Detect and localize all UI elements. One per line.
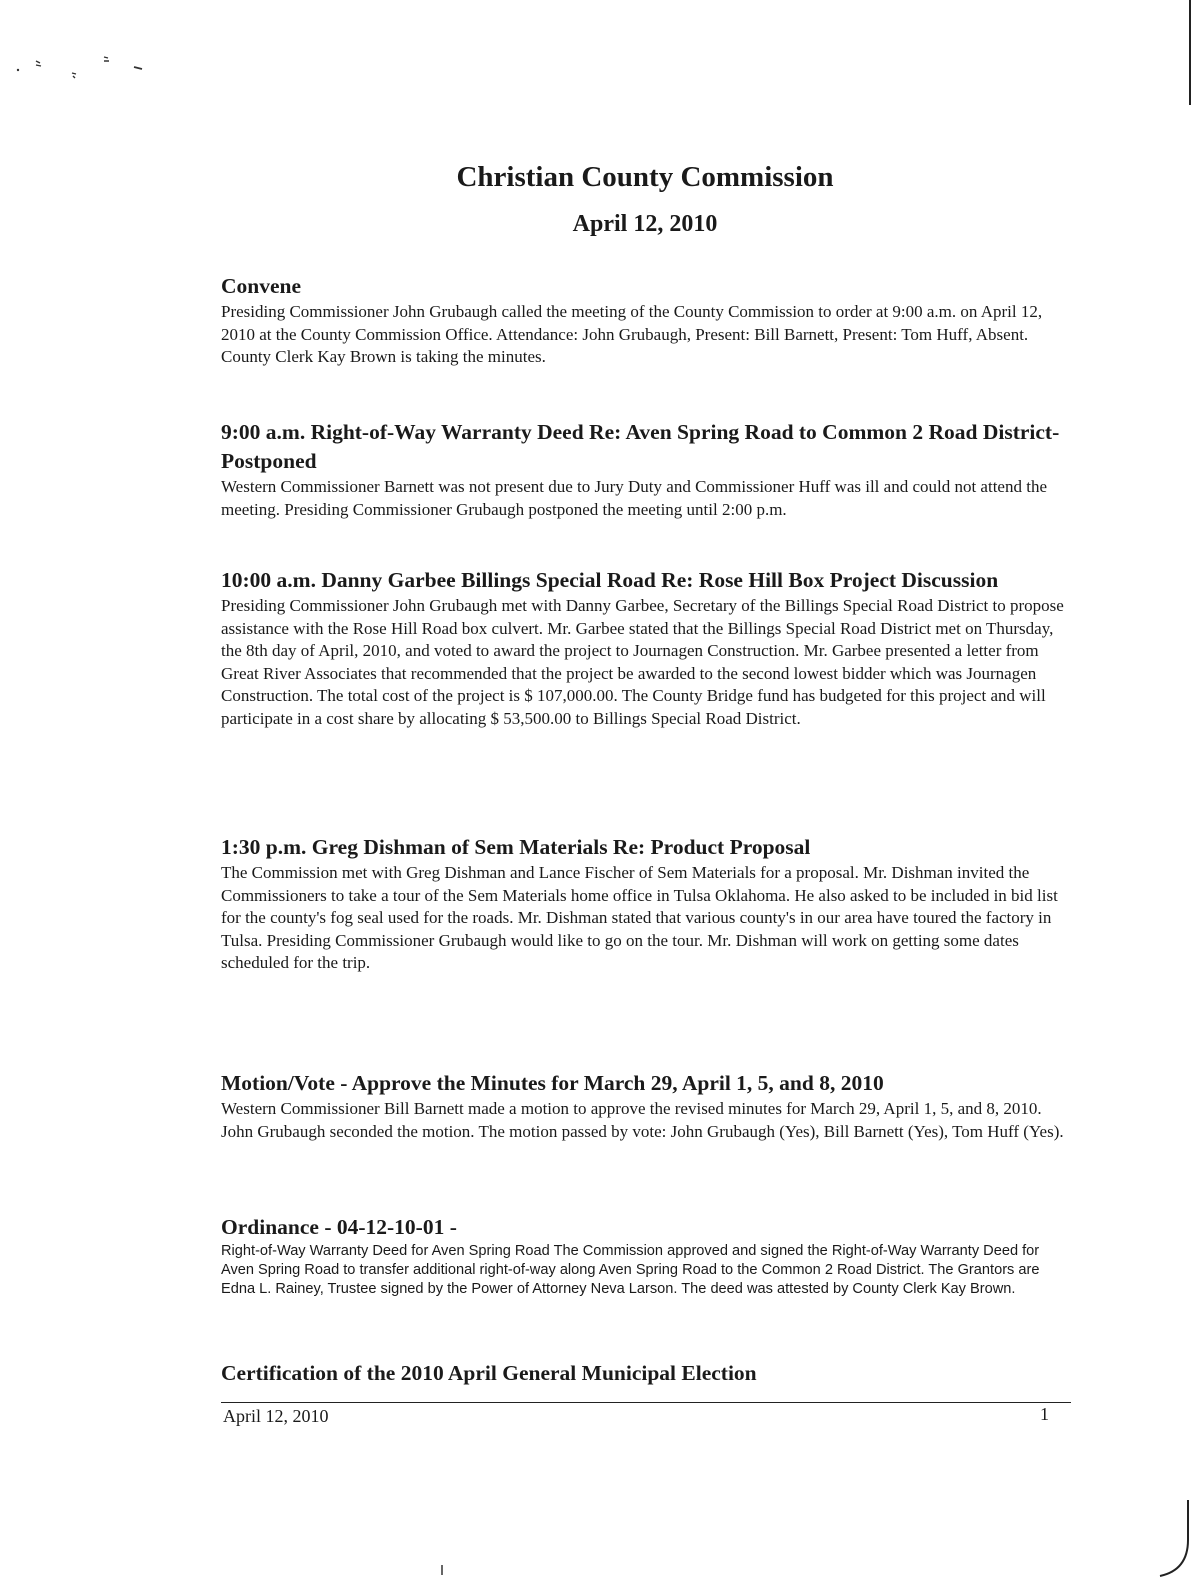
section-body: The Commission met with Greg Dishman and Lance Fischer of Sem Materials for a proposal. Mr. Dishman invited the Commissioners to take a tour of the Sem Materials home office in Tulsa Oklahoma. He also asked to be included in bid list for the county's fog seal used for the roads. Mr. Dishman stated that various county's in our area have toured the factory in Tulsa. Presiding Commissioner Grubaugh would like to go on the tour. Mr. Dishman will work on getting some dates scheduled for the trip.: [221, 863, 1058, 973]
section-heading: Motion/Vote - Approve the Minutes for March 29, April 1, 5, and 8, 2010: [221, 1071, 884, 1095]
section-body: Western Commissioner Barnett was not present due to Jury Duty and Commissioner Huff was ill and could not attend the meeting. Presiding Commissioner Grubaugh postponed the meeting until 2:00 p.m.: [221, 477, 1047, 519]
section-heading: 10:00 a.m. Danny Garbee Billings Special Road Re: Rose Hill Box Project Discussion: [221, 568, 999, 592]
section-body: Western Commissioner Bill Barnett made a motion to approve the revised minutes for March 29, April 1, 5, and 8, 2010. John Grubaugh seconded the motion. The motion passed by vote: John Grubaugh (Yes), Bill Barnett (Yes), Tom Huff (Yes).: [221, 1099, 1064, 1141]
section-convene: [221, 272, 1071, 369]
document-title: Christian County Commission: [456, 161, 834, 193]
section-one-thirty-pm: [221, 833, 1071, 975]
section-nine-am: [221, 418, 1071, 521]
section-ten-am: [221, 566, 1071, 731]
section-motion-vote: [221, 1069, 1071, 1143]
scan-mark: [440, 1565, 444, 1575]
section-certification: [221, 1359, 1071, 1388]
page-number: 1: [1040, 1404, 1049, 1424]
section-body: Presiding Commissioner John Grubaugh called the meeting of the County Commission to order at 9:00 a.m. on April 12, 2010 at the County Commission Office. Attendance: John Grubaugh, Present: Bill Barnett, Present: Tom Huff, Absent. County Clerk Kay Brown is taking the minutes.: [221, 302, 1043, 367]
footer-rule: [221, 1402, 1071, 1403]
section-heading: 9:00 a.m. Right-of-Way Warranty Deed Re: Aven Spring Road to Common 2 Road District- Postponed: [221, 420, 1060, 473]
scan-specks: [14, 48, 154, 88]
section-ordinance: [221, 1213, 1071, 1299]
footer-date: April 12, 2010: [223, 1406, 329, 1426]
section-heading: Certification of the 2010 April General Municipal Election: [221, 1361, 757, 1385]
document-date: April 12, 2010: [572, 211, 718, 237]
section-heading: 1:30 p.m. Greg Dishman of Sem Materials Re: Product Proposal: [221, 835, 811, 859]
section-heading: Ordinance - 04-12-10-01 -: [221, 1215, 457, 1239]
section-heading: Convene: [221, 274, 302, 298]
section-body: Right-of-Way Warranty Deed for Aven Spring Road The Commission approved and signed the Right-of-Way Warranty Deed for Aven Spring Road to transfer additional right-of-way along Aven Spring Road to the Common 2 Road District. The Grantors are Edna L. Rainey, Trustee signed by the Power of Attorney Neva Larson. The deed was attested by County Clerk Kay Brown.: [221, 1243, 1040, 1297]
section-body: Presiding Commissioner John Grubaugh met with Danny Garbee, Secretary of the Billings Special Road District to propose assistance with the Rose Hill Road box culvert. Mr. Garbee stated that the Billings Special Road District met on Thursday, the 8th day of April, 2010, and voted to award the project to Journagen Construction. Mr. Garbee presented a letter from Great River Associates that recommended that the project be awarded to the second lowest bidder which was Journagen Construction. The total cost of the project is $ 107,000.00. The County Bridge fund has budgeted for this project and will participate in a cost share by allocating $ 53,500.00 to Billings Special Road District.: [221, 596, 1064, 728]
scan-edge-curve: [1150, 1500, 1190, 1578]
scan-edge-line: [1189, 0, 1191, 105]
